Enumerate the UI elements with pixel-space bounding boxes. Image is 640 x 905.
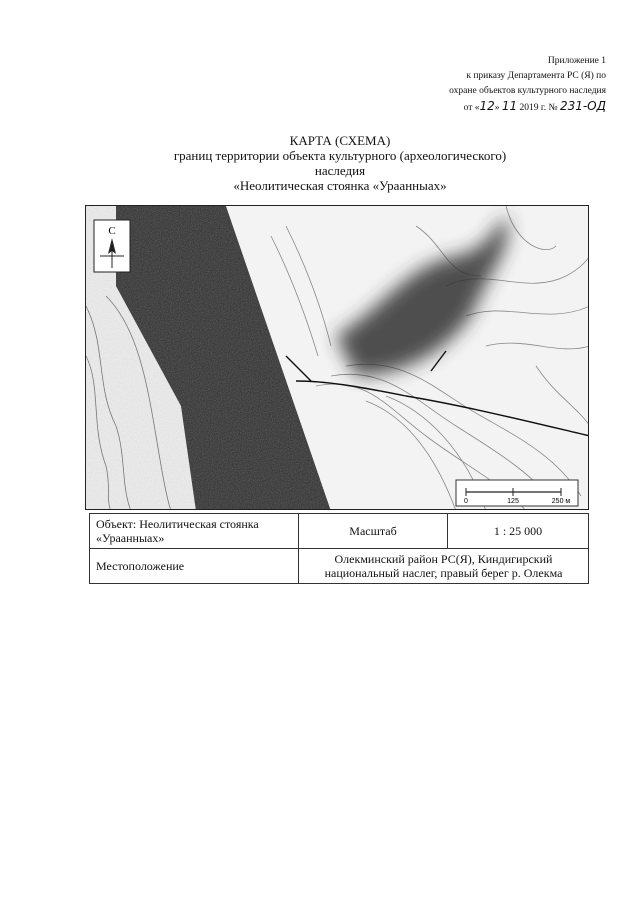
title-line-2: границ территории объекта культурного (археологического) <box>173 148 507 163</box>
object-cell: Объект: Неолитическая стоянка «Ураанныах» <box>90 514 299 549</box>
date-prefix: от « <box>463 103 480 113</box>
appendix-line-3: охране объектов культурного наследия <box>449 86 606 96</box>
north-label: С <box>108 225 116 237</box>
order-number: 231-ОД <box>559 99 606 113</box>
info-table <box>89 513 589 584</box>
map-image <box>86 206 589 510</box>
location-label-cell: Местоположение <box>90 549 299 584</box>
appendix-line-2: к приказу Департамента РС (Я) по <box>466 71 606 81</box>
title-line-1: КАРТА (СХЕМА) <box>289 133 391 148</box>
date-month: 11 <box>501 99 518 113</box>
appendix-date-line <box>386 99 606 116</box>
date-day: 12 <box>479 99 495 113</box>
scale-label-125: 125 <box>507 498 519 505</box>
location-value-cell: Олекминский район РС(Я), Киндигирский национальный наслег, правый берег р. Олекма <box>299 549 589 584</box>
north-arrow <box>94 220 130 272</box>
scale-label-0: 0 <box>464 498 468 505</box>
date-year: 2019 г. № <box>517 103 560 113</box>
scale-label-cell: Масштаб <box>299 514 448 549</box>
map-scheme <box>85 205 589 510</box>
scale-value-cell: 1 : 25 000 <box>448 514 589 549</box>
title-line-4: «Неолитическая стоянка «Ураанныах» <box>233 178 447 193</box>
title-line-3: наследия <box>314 163 366 178</box>
date-mid: » <box>494 103 502 113</box>
table-row <box>90 514 589 549</box>
appendix-line-1: Приложение 1 <box>547 56 606 66</box>
scale-bar <box>456 480 578 506</box>
scale-label-250: 250 м <box>551 498 571 505</box>
table-row <box>90 549 589 584</box>
document-title <box>0 133 640 193</box>
appendix-block <box>386 54 606 116</box>
